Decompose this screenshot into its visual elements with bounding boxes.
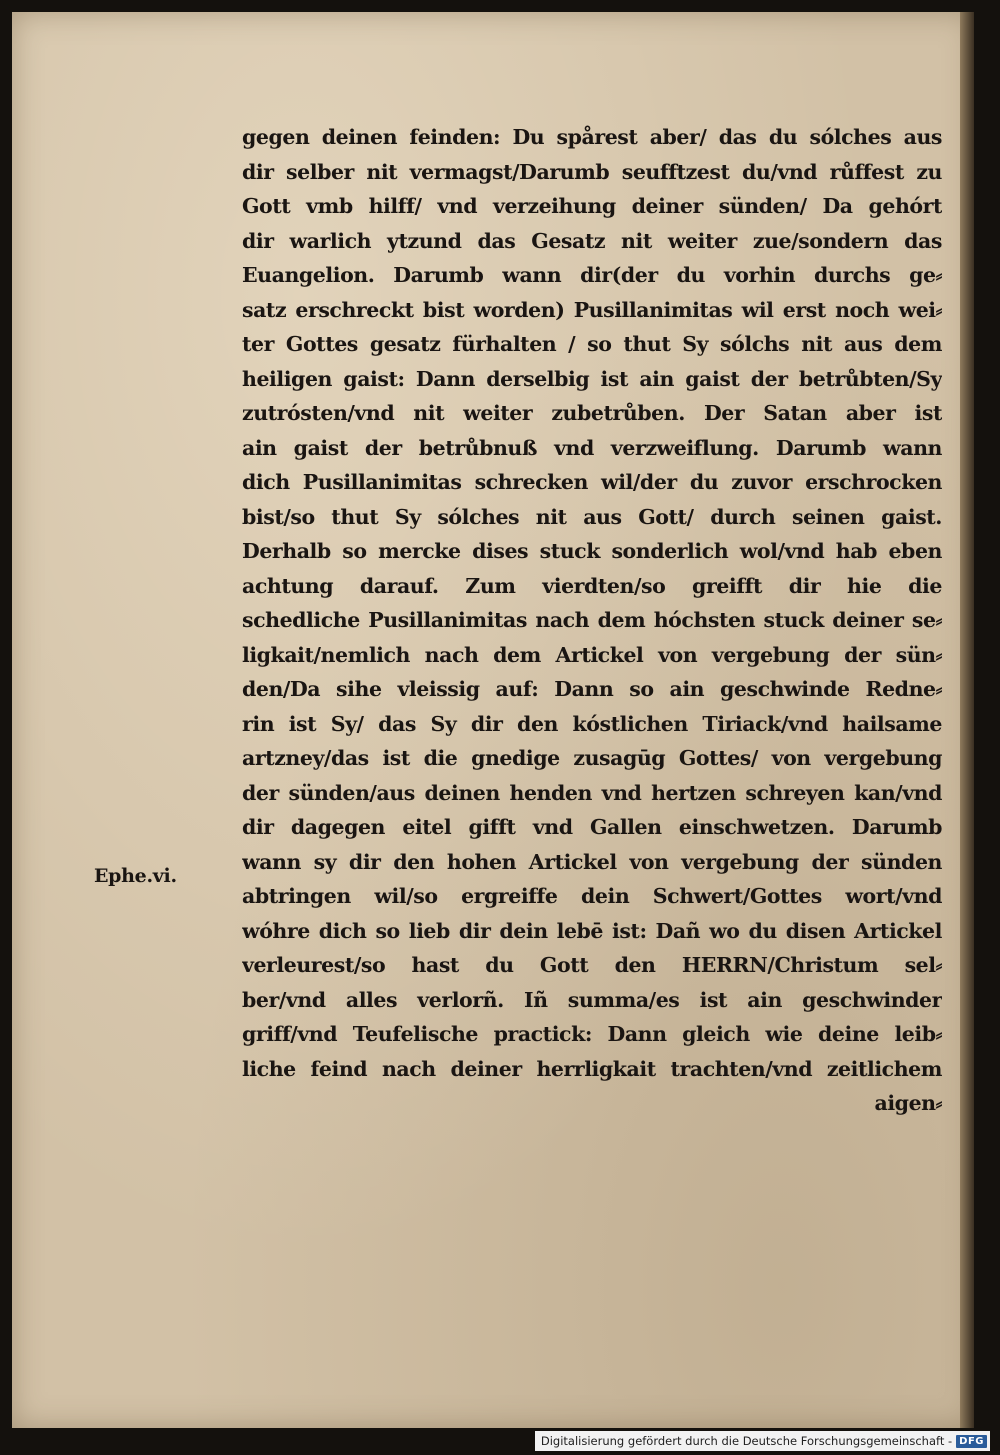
text-line: Euangelion. Darumb wann dir(der du vorhin durchs ge⸗ — [242, 263, 942, 287]
footer-credit: Digitalisierung gefördert durch die Deutsche Forschungsgemeinschaft - — [540, 1434, 953, 1448]
text-line: achtung darauf. Zum vierdten/so greifft dir hie die — [242, 573, 942, 598]
text-line: rin ist Sy/ das Sy dir den kóstlichen Tiriack/vnd hailsame — [242, 711, 942, 736]
text-line: bist/so thut Sy sólches nit aus Gott/ durch seinen gaist. — [242, 504, 942, 529]
text-line: heiligen gaist: Dann derselbig ist ain gaist der betrůbten/Sy — [242, 366, 942, 391]
text-line: ter Gottes gesatz fürhalten / so thut Sy sólchs nit aus dem — [242, 332, 942, 356]
text-line: verleurest/so hast du Gott den HERRN/Christum sel⸗ — [242, 953, 942, 977]
page-gutter — [960, 12, 974, 1428]
catchword: aigen⸗ — [874, 1091, 942, 1115]
text-line: dir selber nit vermagst/Darumb seufftzest du/vnd růffest zu — [242, 159, 942, 184]
text-line: abtringen wil/so ergreiffe dein Schwert/Gottes wort/vnd — [242, 884, 942, 908]
text-line: zutrósten/vnd nit weiter zubetrůben. Der Satan aber ist — [242, 401, 942, 425]
text-line: der sünden/aus deinen henden vnd hertzen schreyen kan/vnd — [242, 780, 942, 805]
margin-note: Ephe.vi. — [94, 865, 177, 887]
text-line: liche feind nach deiner herrligkait trachten/vnd zeitlichem — [242, 1056, 942, 1081]
text-line: wann sy dir den hohen Artickel von vergebung der sünden — [242, 849, 942, 874]
text-line: wóhre dich so lieb dir dein lebē ist: Dañ wo du disen Artickel — [242, 918, 942, 943]
text-line: satz erschreckt bist worden) Pusillanimitas wil erst noch wei⸗ — [242, 297, 942, 322]
text-line: schedliche Pusillanimitas nach dem hóchsten stuck deiner se⸗ — [242, 608, 942, 632]
text-line: ligkait/nemlich nach dem Artickel von vergebung der sün⸗ — [242, 642, 942, 667]
text-line: dir dagegen eitel gifft vnd Gallen einschwetzen. Darumb — [242, 815, 942, 839]
text-line: dich Pusillanimitas schrecken wil/der du zuvor erschrocken — [242, 470, 942, 494]
text-line: griff/vnd Teufelische practick: Dann gleich wie deine leib⸗ — [242, 1022, 942, 1046]
text-line: ain gaist der betrůbnuß vnd verzweiflung. Darumb wann — [242, 435, 942, 460]
digitization-footer — [535, 1431, 990, 1451]
dfg-logo-icon: DFG — [956, 1435, 987, 1448]
text-line: gegen deinen feinden: Du spårest aber/ das du sólches aus — [242, 125, 942, 149]
text-line: Gott vmb hilff/ vnd verzeihung deiner sünden/ Da gehórt — [242, 194, 942, 218]
text-line: ber/vnd alles verlorñ. Iñ summa/es ist ain geschwinder — [242, 987, 942, 1012]
body-text — [242, 120, 942, 1121]
text-line: dir warlich ytzund das Gesatz nit weiter zue/sondern das — [242, 228, 942, 253]
text-line: artzney/das ist die gnedige zusagūg Gottes/ von vergebung — [242, 746, 942, 770]
text-line: den/Da sihe vleissig auf: Dann so ain geschwinde Redne⸗ — [242, 677, 942, 701]
text-line: Derhalb so mercke dises stuck sonderlich wol/vnd hab eben — [242, 539, 942, 563]
